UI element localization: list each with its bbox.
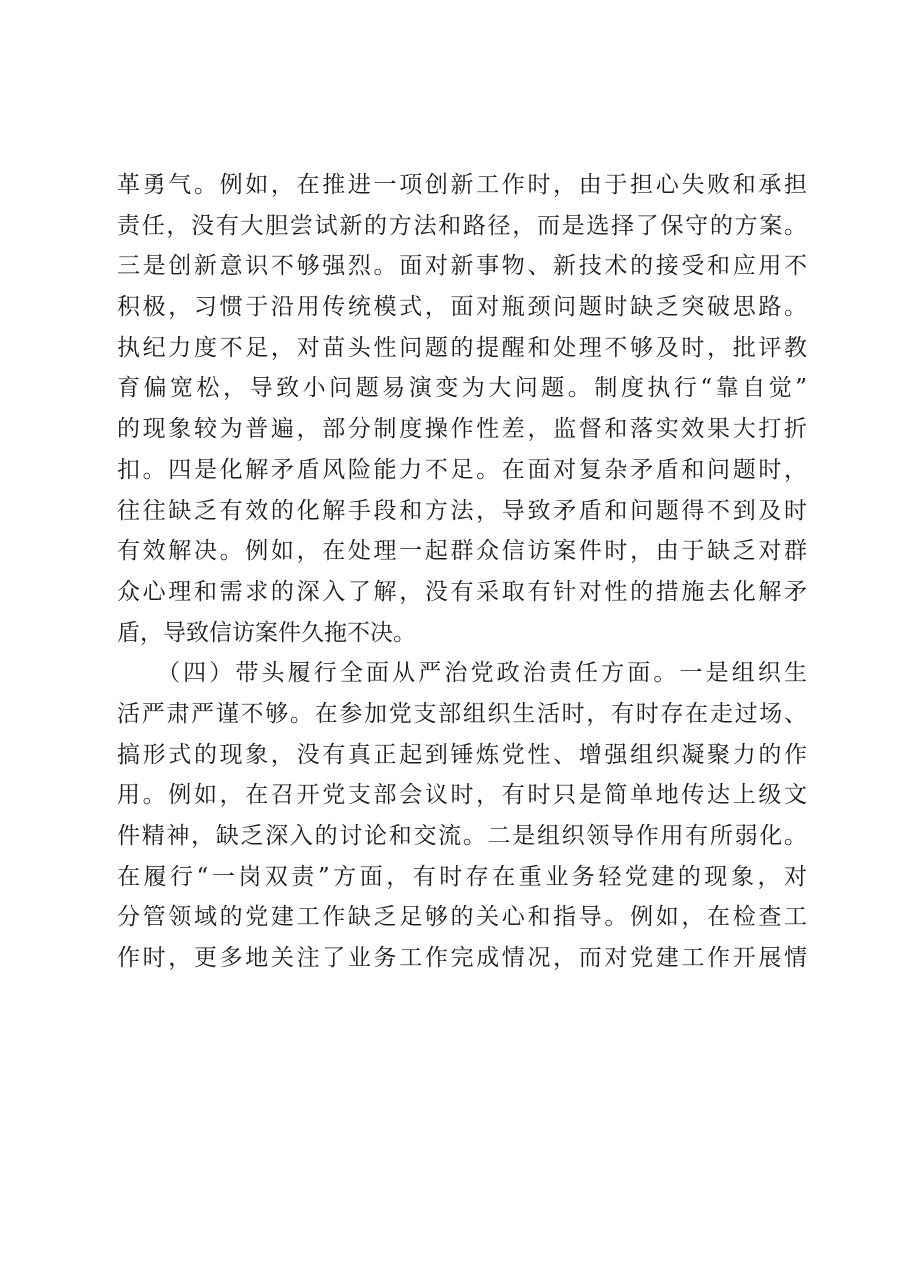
text-line: 往往缺乏有效的化解手段和方法，导致矛盾和问题得不到及时 [117,497,807,524]
text-line: 育偏宽松，导致小问题易演变为大问题。制度执行“靠自觉” [117,375,807,402]
text-line: 革勇气。例如，在推进一项创新工作时，由于担心失败和承担 [117,172,807,198]
text-line: 活严肃严谨不够。在参加党支部组织生活时，有时存在走过场、 [117,700,807,727]
text-line: 积极，习惯于沿用传统模式，面对瓶颈问题时缺乏突破思路。 [117,294,807,321]
text-line: 分管领域的党建工作缺乏足够的关心和指导。例如，在检查工 [117,904,807,931]
text-line: 三是创新意识不够强烈。面对新事物、新技术的接受和应用不 [117,253,807,280]
text-line: 众心理和需求的深入了解，没有采取有针对性的措施去化解矛 [117,578,807,605]
text-line: 作时，更多地关注了业务工作完成情况，而对党建工作开展情 [117,945,807,972]
section-heading-line: （四）带头履行全面从严治党政治责任方面。一是组织生 [157,660,807,687]
text-line: 的现象较为普遍，部分制度操作性差，监督和落实效果大打折 [117,416,807,443]
text-line: 有效解决。例如，在处理一起群众信访案件时，由于缺乏对群 [117,538,807,565]
text-line: 在履行“一岗双责”方面，有时存在重业务轻党建的现象，对 [117,863,807,890]
text-line: 件精神，缺乏深入的讨论和交流。二是组织领导作用有所弱化。 [117,823,807,849]
text-line: 搞形式的现象，没有真正起到锤炼党性、增强组织凝聚力的作 [117,741,807,768]
document-body [117,165,807,979]
text-line: 责任，没有大胆尝试新的方法和路径，而是选择了保守的方案。 [117,212,807,239]
text-line: 用。例如，在召开党支部会议时，有时只是简单地传达上级文 [117,782,807,809]
text-line: 执纪力度不足，对苗头性问题的提醒和处理不够及时，批评教 [117,334,807,361]
text-line: 扣。四是化解矛盾风险能力不足。在面对复杂矛盾和问题时， [117,456,807,483]
text-line: 盾，导致信访案件久拖不决。 [117,619,416,646]
